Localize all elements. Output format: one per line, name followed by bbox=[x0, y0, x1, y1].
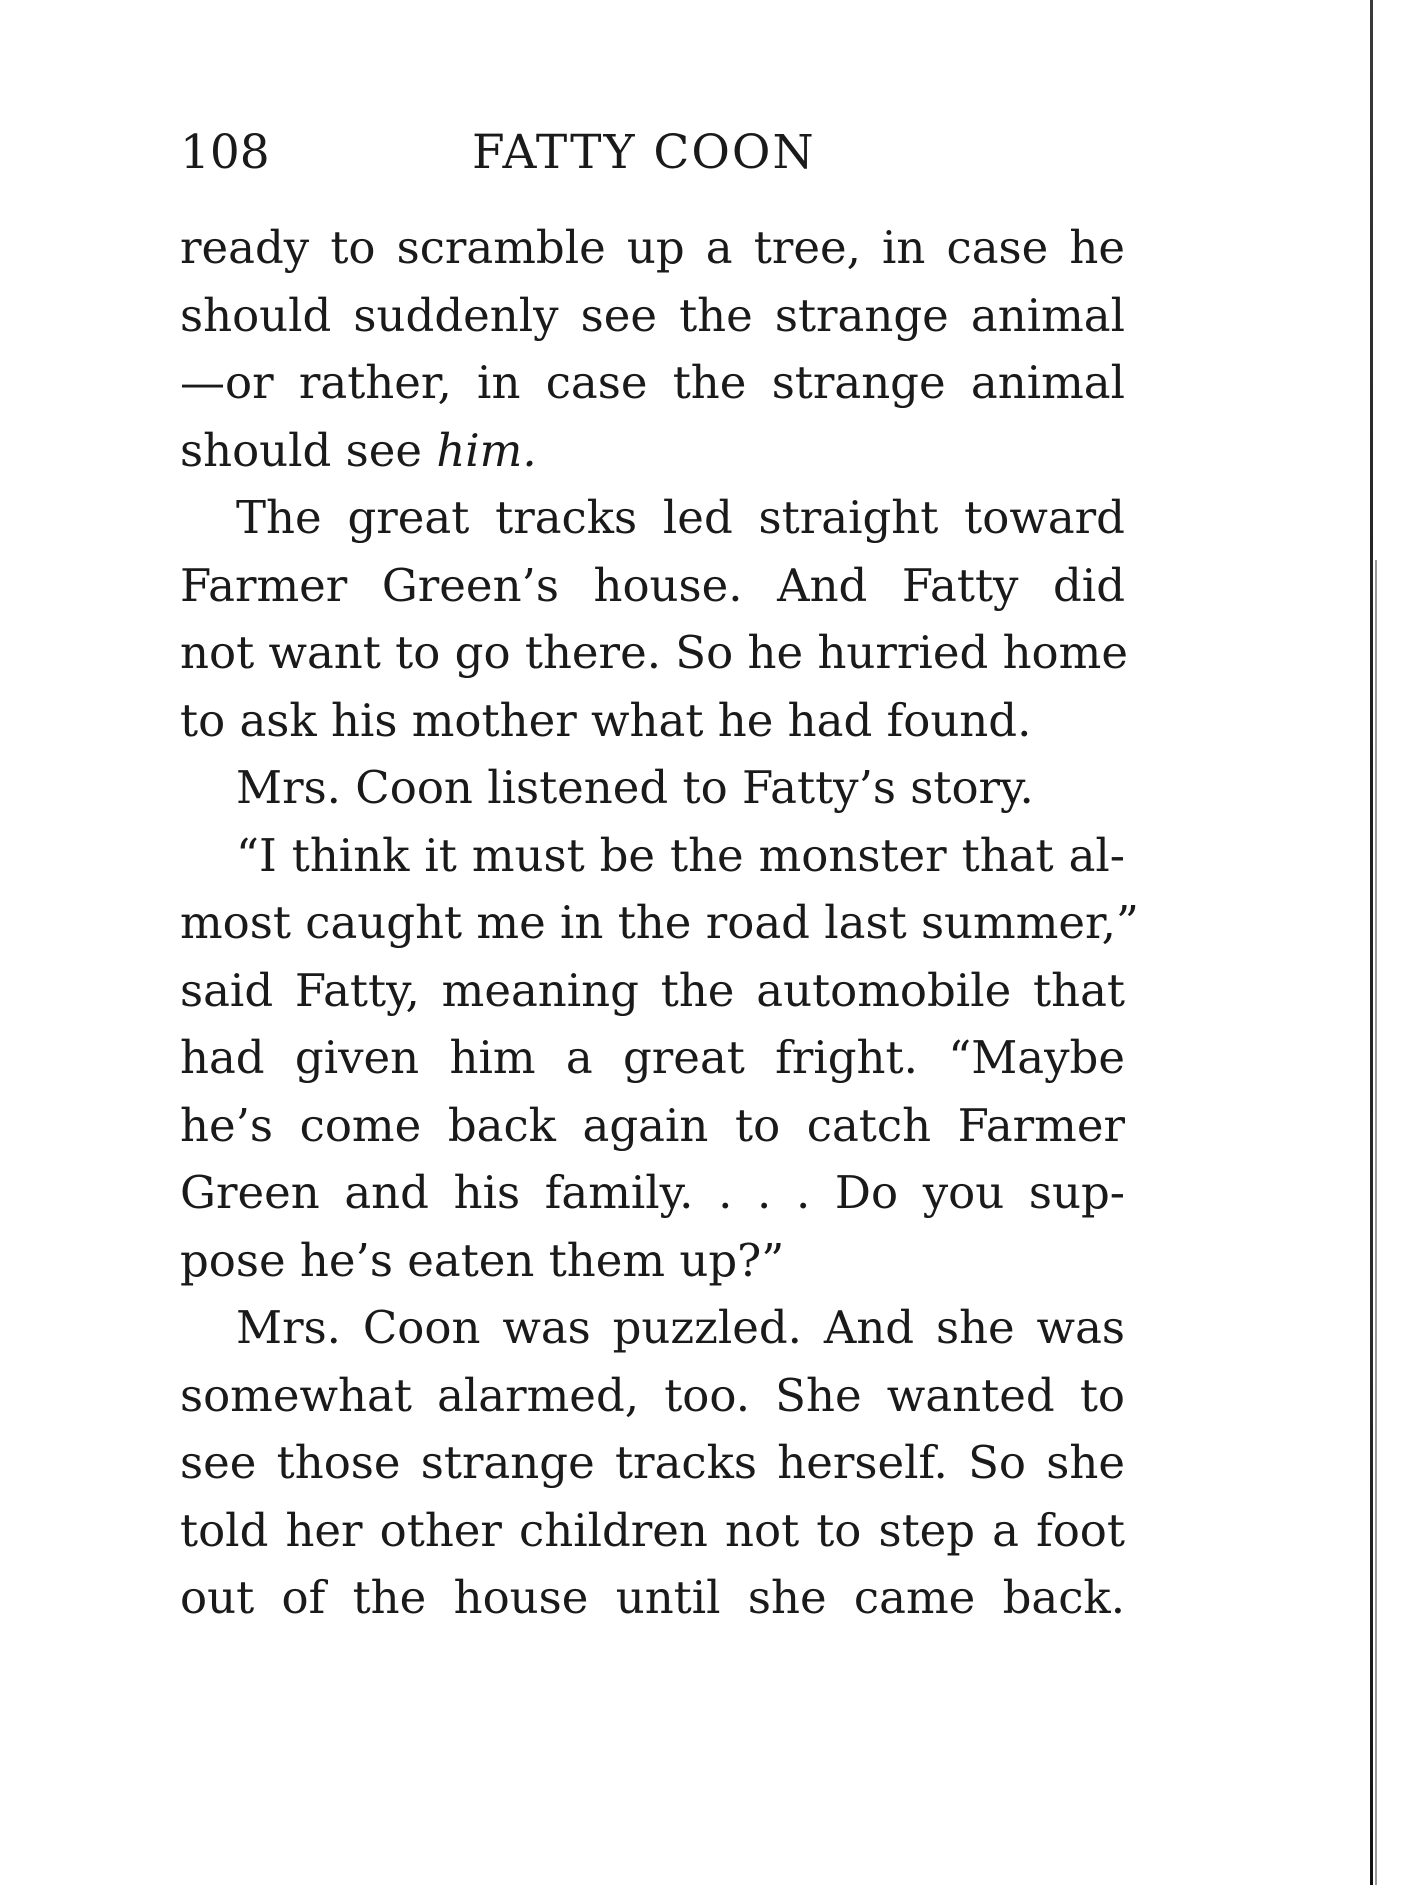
page-edge-shadow bbox=[1375, 560, 1377, 1885]
text-line: ready to scramble up a tree, in case he bbox=[180, 221, 1125, 274]
text-line: he’s come back again to catch Farmer bbox=[180, 1098, 1125, 1152]
text-line: out of the house until she came back. bbox=[180, 1571, 1125, 1624]
text-line: had given him a great fright. “Maybe bbox=[180, 1031, 1125, 1084]
text-line: to ask his mother what he had found. bbox=[180, 693, 1032, 747]
text-line: not want to go there. So he hurried home bbox=[180, 626, 1128, 679]
text-line: should suddenly see the strange animal bbox=[180, 288, 1125, 342]
text-line: Mrs. Coon was puzzled. And she was bbox=[236, 1301, 1125, 1354]
text-line: Farmer Green’s house. And Fatty did bbox=[180, 558, 1125, 612]
text-line: somewhat alarmed, too. She wanted to bbox=[180, 1368, 1125, 1422]
text-line: told her other children not to step a foot bbox=[180, 1503, 1125, 1557]
text-line: see those strange tracks herself. So she bbox=[180, 1436, 1125, 1489]
text-line: pose he’s eaten them up?” bbox=[180, 1233, 785, 1287]
text-line bbox=[180, 417, 1125, 485]
paragraph-4 bbox=[180, 822, 1139, 1295]
running-head bbox=[180, 118, 1120, 188]
text-line: Mrs. Coon listened to Fatty’s story. bbox=[236, 761, 1034, 814]
text-line: Green and his family. . . . Do you sup- bbox=[180, 1166, 1125, 1219]
page-edge-line bbox=[1370, 0, 1373, 1885]
paragraph-3 bbox=[180, 754, 1125, 822]
paragraph-2 bbox=[180, 484, 1128, 754]
paragraph-5 bbox=[180, 1294, 1125, 1632]
body-text bbox=[180, 214, 1139, 1632]
emphasized-word: him bbox=[436, 423, 523, 477]
text-line: —or rather, in case the strange animal bbox=[180, 356, 1125, 409]
text-line: The great tracks led straight toward bbox=[236, 491, 1125, 544]
text-fragment: . bbox=[522, 423, 537, 477]
running-title: FATTY COON bbox=[472, 125, 816, 180]
paragraph-1 bbox=[180, 214, 1125, 484]
text-line: most caught me in the road last summer,” bbox=[180, 896, 1139, 949]
text-line: “I think it must be the monster that al- bbox=[236, 828, 1125, 882]
page-number: 108 bbox=[180, 125, 270, 180]
text-line: said Fatty, meaning the automobile that bbox=[180, 963, 1125, 1017]
text-fragment: should see bbox=[180, 423, 437, 477]
